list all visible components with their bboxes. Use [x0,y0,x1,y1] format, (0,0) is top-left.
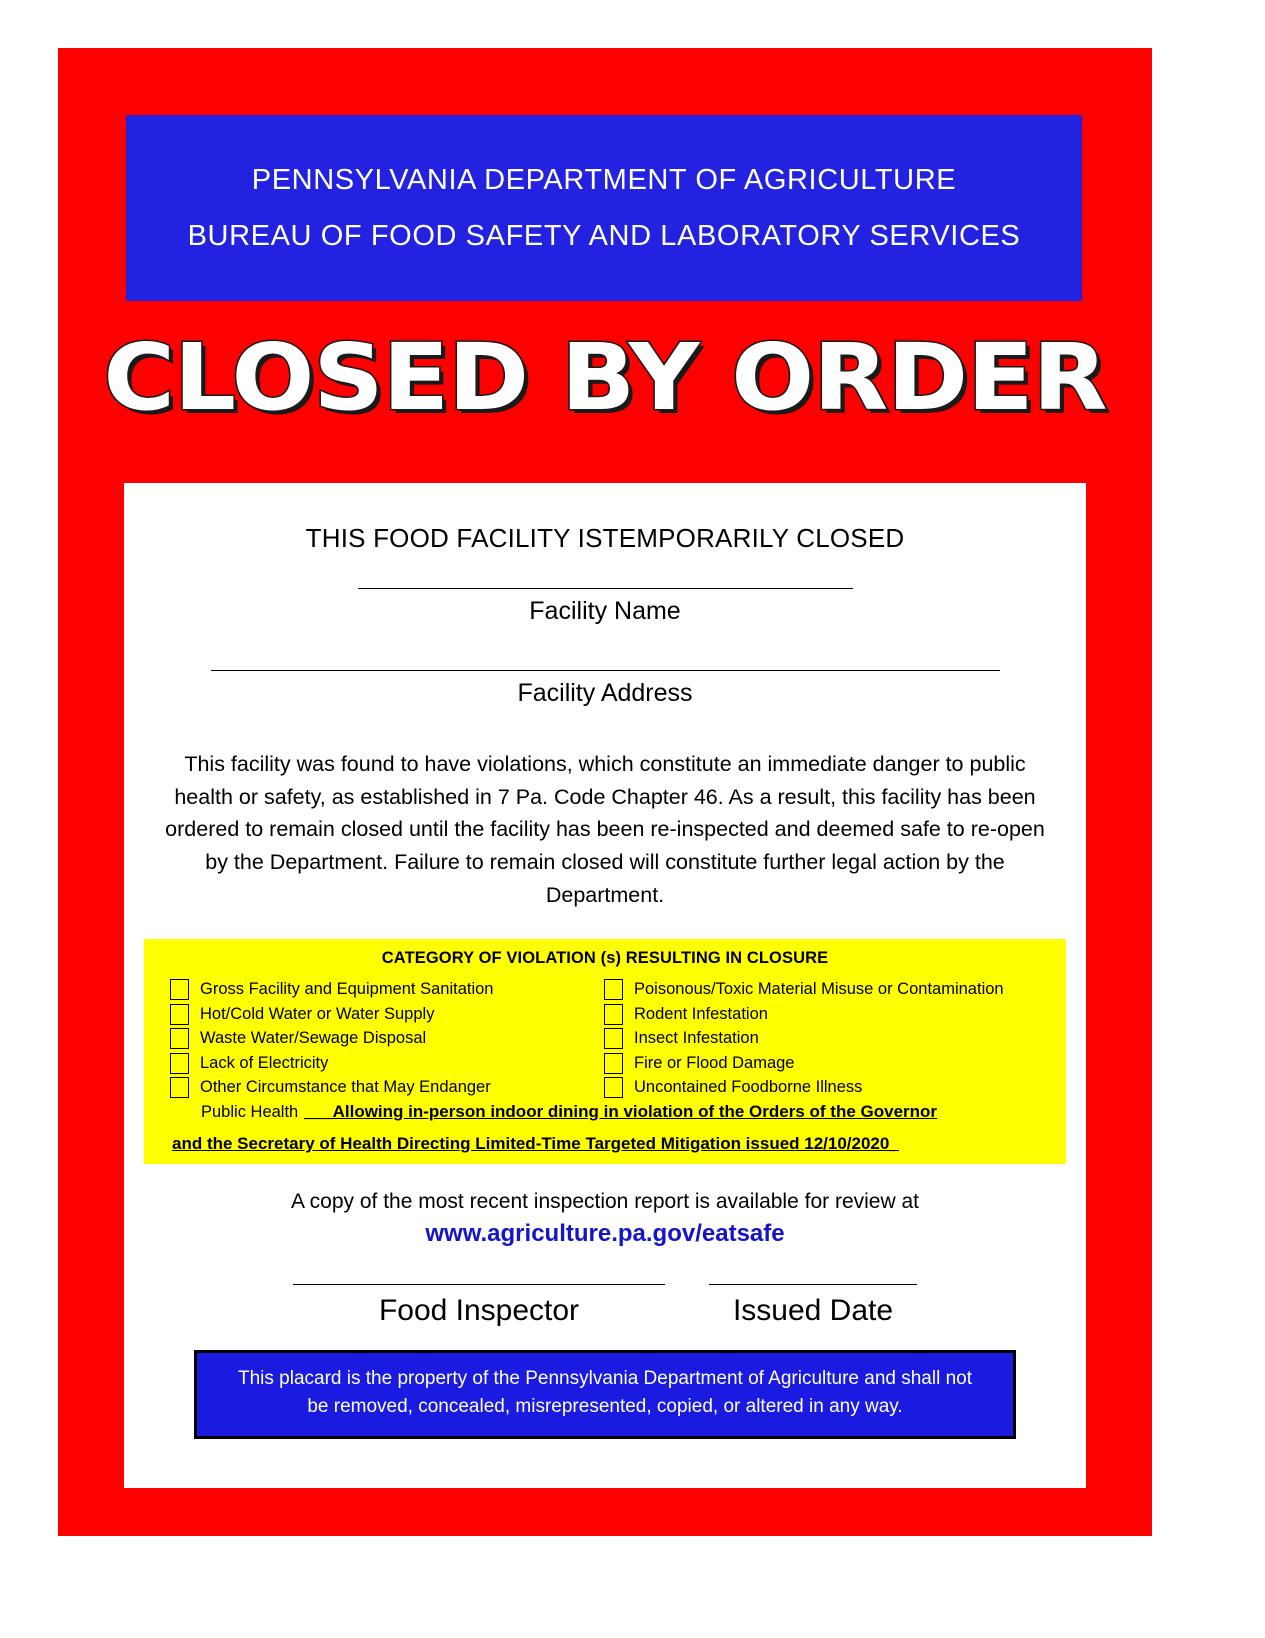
inspector-block [293,1284,665,1328]
violation-label: Other Circumstance that May Endanger [200,1078,491,1097]
agency-header-band [126,115,1082,301]
public-health-detail-line-1: ___Allowing in-person indoor dining in violation of the Orders of the Governor [304,1101,938,1121]
checkbox-poisonous-toxic-material[interactable] [604,979,623,1000]
violation-item[interactable] [170,1002,600,1027]
violation-item[interactable] [604,1002,1034,1027]
checkbox-fire-flood-damage[interactable] [604,1053,623,1074]
violation-label: Waste Water/Sewage Disposal [200,1029,427,1048]
facility-name-field[interactable] [358,588,853,589]
violation-category-title: CATEGORY OF VIOLATION (s) RESULTING IN CLOSURE [381,949,829,968]
violation-item[interactable] [170,1051,600,1076]
violation-item[interactable] [170,1075,600,1100]
closure-placard [58,48,1152,1536]
violation-label: Fire or Flood Damage [634,1053,795,1072]
issued-date-block [709,1284,917,1328]
violation-label: Gross Facility and Equipment Sanitation [200,980,494,999]
facility-name-block [124,588,1086,708]
violation-column-right [600,977,1034,1100]
violation-category-box [144,939,1066,1164]
violation-paragraph: This facility was found to have violations, which constitute an immediate danger to public health or safety, as established in 7 Pa. Code Chapter 46. As a result, this facility has been ordered to remain closed until the facility has been re-inspected and deemed safe to re-open by the Department. Failure to remain closed will constitute further legal action by the Department. [165,752,1045,907]
temporarily-closed-statement: THIS FOOD FACILITY ISTEMPORARILY CLOSED [305,523,905,553]
signature-section [124,1284,1086,1328]
eatsafe-link[interactable]: www.agriculture.pa.gov/eatsafe [425,1219,785,1247]
inspection-report-text: A copy of the most recent inspection report is available for review at [291,1189,919,1213]
checkbox-hot-cold-water[interactable] [170,1004,189,1025]
inspector-signature-field[interactable] [293,1284,665,1285]
facility-name-label: Facility Name [529,597,681,625]
violation-label: Hot/Cold Water or Water Supply [200,1004,435,1023]
property-notice-line-1: This placard is the property of the Pennsylvania Department of Agriculture and shall not [237,1367,972,1389]
checkbox-other-circumstance[interactable] [170,1077,189,1098]
violation-label: Lack of Electricity [200,1053,329,1072]
violation-item[interactable] [604,977,1034,1002]
violation-column-left [170,977,600,1100]
violation-label: Poisonous/Toxic Material Misuse or Contamination [634,980,1004,999]
checkbox-lack-of-electricity[interactable] [170,1053,189,1074]
property-notice [194,1350,1016,1439]
violation-item[interactable] [170,977,600,1002]
checkbox-insect-infestation[interactable] [604,1028,623,1049]
violation-item[interactable] [604,1051,1034,1076]
placard-body [124,483,1086,1488]
closed-by-order-title: CLOSED BY ORDER [103,324,1107,431]
public-health-label: Public Health [201,1102,299,1121]
public-health-detail-line-2: and the Secretary of Health Directing Limited-Time Targeted Mitigation issued 12/10/2020_ [172,1133,899,1153]
violation-label: Rodent Infestation [634,1004,768,1023]
issued-date-field[interactable] [709,1284,917,1285]
checkbox-rodent-infestation[interactable] [604,1004,623,1025]
violation-item[interactable] [604,1075,1034,1100]
checkbox-gross-facility-sanitation[interactable] [170,979,189,1000]
violation-item[interactable] [604,1026,1034,1051]
facility-address-field[interactable] [211,670,1000,671]
facility-address-label: Facility Address [517,679,693,707]
issued-date-label: Issued Date [732,1293,894,1327]
violation-label: Uncontained Foodborne Illness [634,1078,863,1097]
property-notice-line-2: be removed, concealed, misrepresented, copied, or altered in any way. [307,1396,903,1418]
violation-item[interactable] [170,1026,600,1051]
inspector-label: Food Inspector [378,1293,580,1327]
checkbox-uncontained-foodborne-illness[interactable] [604,1077,623,1098]
violation-label: Insect Infestation [634,1029,759,1048]
public-health-row [144,1102,1066,1122]
violation-checklist [144,977,1066,1100]
agency-name: PENNSYLVANIA DEPARTMENT OF AGRICULTURE [251,163,957,196]
bureau-name: BUREAU OF FOOD SAFETY AND LABORATORY SERVICES [187,220,1021,252]
checkbox-waste-water-sewage[interactable] [170,1028,189,1049]
